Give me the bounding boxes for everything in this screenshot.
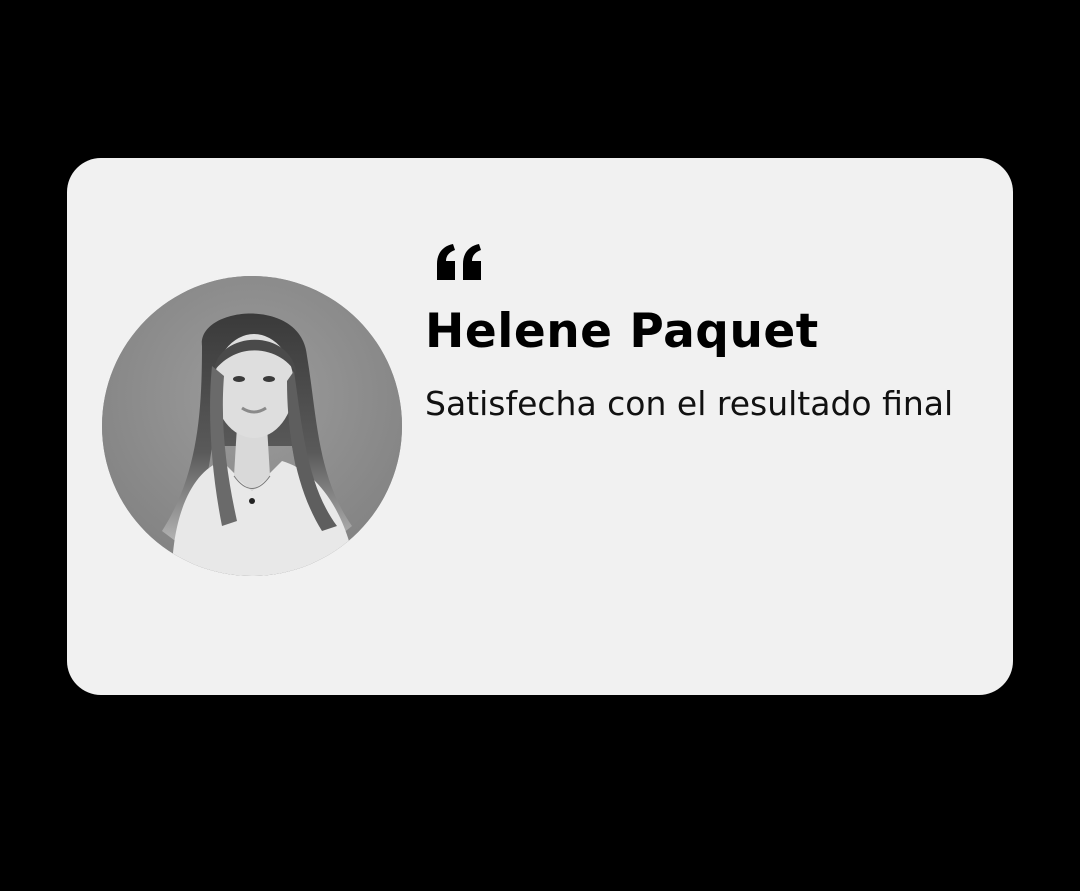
quote-icon — [435, 244, 483, 280]
person-photo-icon — [102, 276, 402, 576]
testimonial-card — [67, 158, 1013, 695]
testimonial-name: Helene Paquet — [425, 304, 819, 359]
avatar — [102, 276, 402, 576]
testimonial-quote: Satisfecha con el resultado final — [425, 384, 954, 423]
